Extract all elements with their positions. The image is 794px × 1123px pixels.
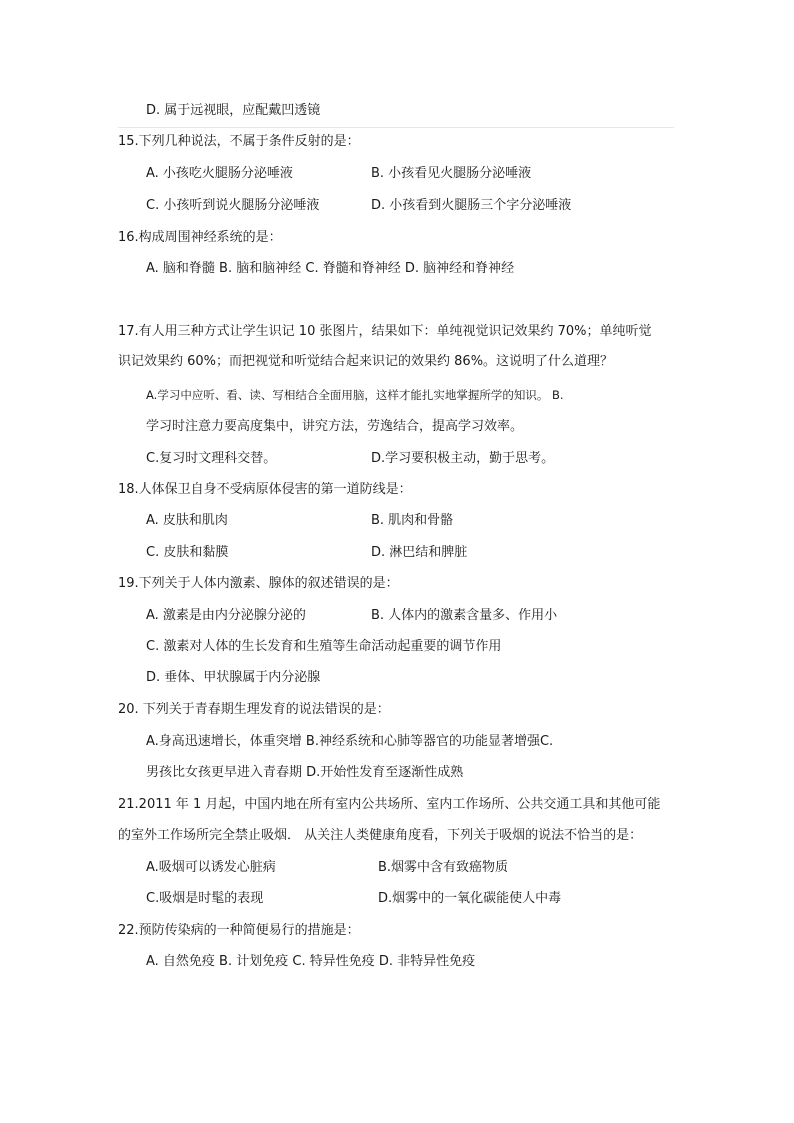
q18-option-c: C. 皮肤和黏膜	[146, 545, 229, 560]
q17-option-d: D.学习要积极主动，勤于思考。	[371, 451, 555, 466]
q20-stem: 20. 下列关于青春期生理发育的说法错误的是：	[118, 702, 390, 717]
q19-option-a: A. 激素是由内分泌腺分泌的	[146, 608, 306, 623]
q22-stem: 22.预防传染病的一种简便易行的措施是：	[118, 923, 360, 938]
q19-stem: 19.下列关于人体内激素、腺体的叙述错误的是：	[118, 576, 399, 591]
q17-option-c: C.复习时文理科交替。	[146, 451, 277, 466]
q17-option-a: A.学习中应听、看、读、写相结合全面用脑，这样才能扎实地掌握所学的知识。 B.	[146, 388, 564, 402]
q19-option-b: B. 人体内的激素含量多、作用小	[371, 608, 558, 623]
q17-stem-line1: 17.有人用三种方式让学生识记 10 张图片，结果如下：单纯视觉识记效果约 70%；单纯听觉	[118, 324, 652, 339]
q21-option-c: C.吸烟是时髦的表现	[146, 891, 264, 906]
q21-stem-line2: 的室外工作场所完全禁止吸烟． 从关注人类健康角度看，下列关于吸烟的说法不恰当的是：	[118, 828, 643, 843]
q16-options: A. 脑和脊髓 B. 脑和脑神经 C. 脊髓和脊神经 D. 脑神经和脊神经	[146, 261, 515, 276]
q19-option-c: C. 激素对人体的生长发育和生殖等生命活动起重要的调节作用	[146, 639, 502, 654]
q21-stem-line1: 21.2011 年 1 月起，中国内地在所有室内公共场所、室内工作场所、公共交通工具和其他可能	[118, 797, 661, 812]
q18-option-b: B. 肌肉和骨骼	[371, 513, 454, 528]
q15-option-b: B. 小孩看见火腿肠分泌唾液	[371, 166, 532, 181]
q15-stem: 15.下列几种说法，不属于条件反射的是：	[118, 134, 360, 149]
q21-option-a: A.吸烟可以诱发心脏病	[146, 860, 276, 875]
page-divider	[118, 127, 674, 128]
q21-option-b: B.烟雾中含有致癌物质	[378, 860, 509, 875]
q21-option-d: D.烟雾中的一氧化碳能使人中毒	[378, 891, 562, 906]
q14-option-d: D. 属于远视眼，应配戴凹透镜	[146, 103, 321, 118]
q17-stem-line2: 识记效果约 60%；而把视觉和听觉结合起来识记的效果约 86%。这说明了什么道理？	[118, 354, 614, 369]
q15-option-a: A. 小孩吃火腿肠分泌唾液	[146, 166, 293, 181]
q18-stem: 18.人体保卫自身不受病原体侵害的第一道防线是：	[118, 482, 412, 497]
q22-options: A. 自然免疫 B. 计划免疫 C. 特异性免疫 D. 非特异性免疫	[146, 954, 476, 969]
q15-option-c: C. 小孩听到说火腿肠分泌唾液	[146, 198, 320, 213]
q20-options-ab: A.身高迅速增长，体重突增 B.神经系统和心肺等器官的功能显著增强C.	[146, 734, 554, 749]
q20-options-cd: 男孩比女孩更早进入青春期 D.开始性发育至逐渐性成熟	[146, 765, 464, 780]
q18-option-d: D. 淋巴结和脾脏	[371, 545, 468, 560]
q18-option-a: A. 皮肤和肌肉	[146, 513, 228, 528]
q15-option-d: D. 小孩看到火腿肠三个字分泌唾液	[371, 198, 572, 213]
q16-stem: 16.构成周围神经系统的是：	[118, 230, 282, 245]
q19-option-d: D. 垂体、甲状腺属于内分泌腺	[146, 670, 321, 685]
q17-option-b: 学习时注意力要高度集中，讲究方法，劳逸结合，提高学习效率。	[146, 419, 524, 434]
